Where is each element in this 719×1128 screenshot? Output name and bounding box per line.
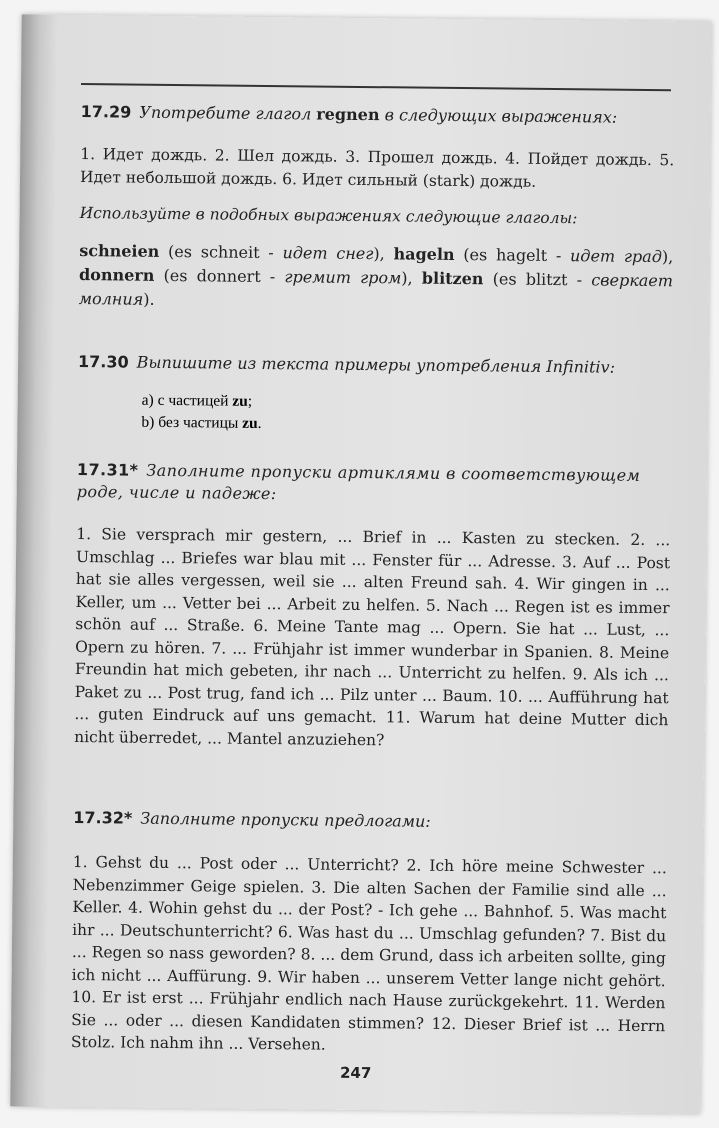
task-17-29-heading: 17.29 Употребите глагол regnen в следующих выражениях: xyxy=(80,102,618,127)
option-b: b) без частицы zu. xyxy=(141,413,262,432)
task-17-32 xyxy=(71,807,668,1060)
top-rule xyxy=(81,83,671,91)
task-17-31-text: 1. Sie versprach mir gestern, ... Brief in ... Kasten zu stecken. 2. ... Umschlag ... Briefes war blau mit ... Fenster für ... Adresse. 3. Auf ... Post hat sie alles vergessen, weil sie ... alten Freund sah. 4. Wir gingen in ... Keller, um ... Vetter bei ... Arbeit zu helfen. 5. Nach ... Regen ist es immer schön auf ... Straße. 6. Meine Tante mag ... Opern. Sie hat ... Lust, ... Opern zu hören. 7. ... Frühjahr ist immer wunderbar in Spanien. 8. Meine Freundin hat mich gebeten, ihr nach ... Unterricht zu helfen. 9. Als ich ... Paket zu ... Post trug, fand ich ... Pilz unter ... Baum. 10. ... Aufführung hat ... guten Eindruck auf uns gemacht. 11. Warum hat deine Mutter dich nicht überredet, ... Mantel anzuziehen? xyxy=(74,525,671,749)
task-number: 17.29 xyxy=(80,102,132,122)
task-17-32-text: 1. Gehst du ... Post oder ... Unterricht? 2. Ich höre meine Schwester ... Nebenzimmer Geige spielen. 3. Die alten Sachen der Familie sind alle ... Keller. 4. Wohin gehst du ... der Post? - Ich gehe ... Bahnhof. 5. Was macht ihr ... Deutschunterricht? 6. Was hast du ... Umschlag gefunden? 7. Bist du ... Regen so nass geworden? 8. ... dem Grund, dass ich arbeiten sollte, ging ich nicht ... Auffürung. 9. Wir haben ... unserem Vetter lange nicht gehört. 10. Er ist erst ... Frühjahr endlich nach Hause zurückgekehrt. 11. Werden Sie ... oder ... diesen Kandidaten stimmen? 12. Dieser Brief ist ... Herrn Stolz. Ich nahm ihn ... Versehen. xyxy=(70,852,667,1054)
task-17-29-instruction-2: Используйте в подобных выражениях следующие глаголы: xyxy=(79,204,578,228)
task-17-29 xyxy=(79,101,675,317)
verb-regnen: regnen xyxy=(316,104,380,125)
task-17-31-heading: 17.31* Заполните пропуски артиклями в соответствующем роде, числе и падеже: xyxy=(76,460,641,504)
task-17-31 xyxy=(74,459,671,754)
task-17-29-verbs: schneien (es schneit - идет снег), hageln (es hagelt - идет град), donnern (es donnert - гремит гром), blitzen (es blitzt - сверкает молния). xyxy=(78,240,674,309)
task-17-30-heading: 17.30 Выпишите из текста примеры употребления Infinitiv: xyxy=(78,352,616,377)
page-number: 247 xyxy=(339,1063,372,1083)
book-page xyxy=(10,14,711,1113)
task-17-29-text: 1. Идет дождь. 2. Шел дождь. 3. Прошел дождь. 4. Пойдет дождь. 5. Идет небольшой дождь. 6. Идет сильный (stark) дождь. xyxy=(79,145,675,191)
task-17-30 xyxy=(77,351,672,439)
task-17-30-options xyxy=(77,389,671,439)
task-17-32-heading: 17.32* Заполните пропуски предлогами: xyxy=(73,808,431,831)
option-a: a) с частицей zu; xyxy=(141,391,253,410)
